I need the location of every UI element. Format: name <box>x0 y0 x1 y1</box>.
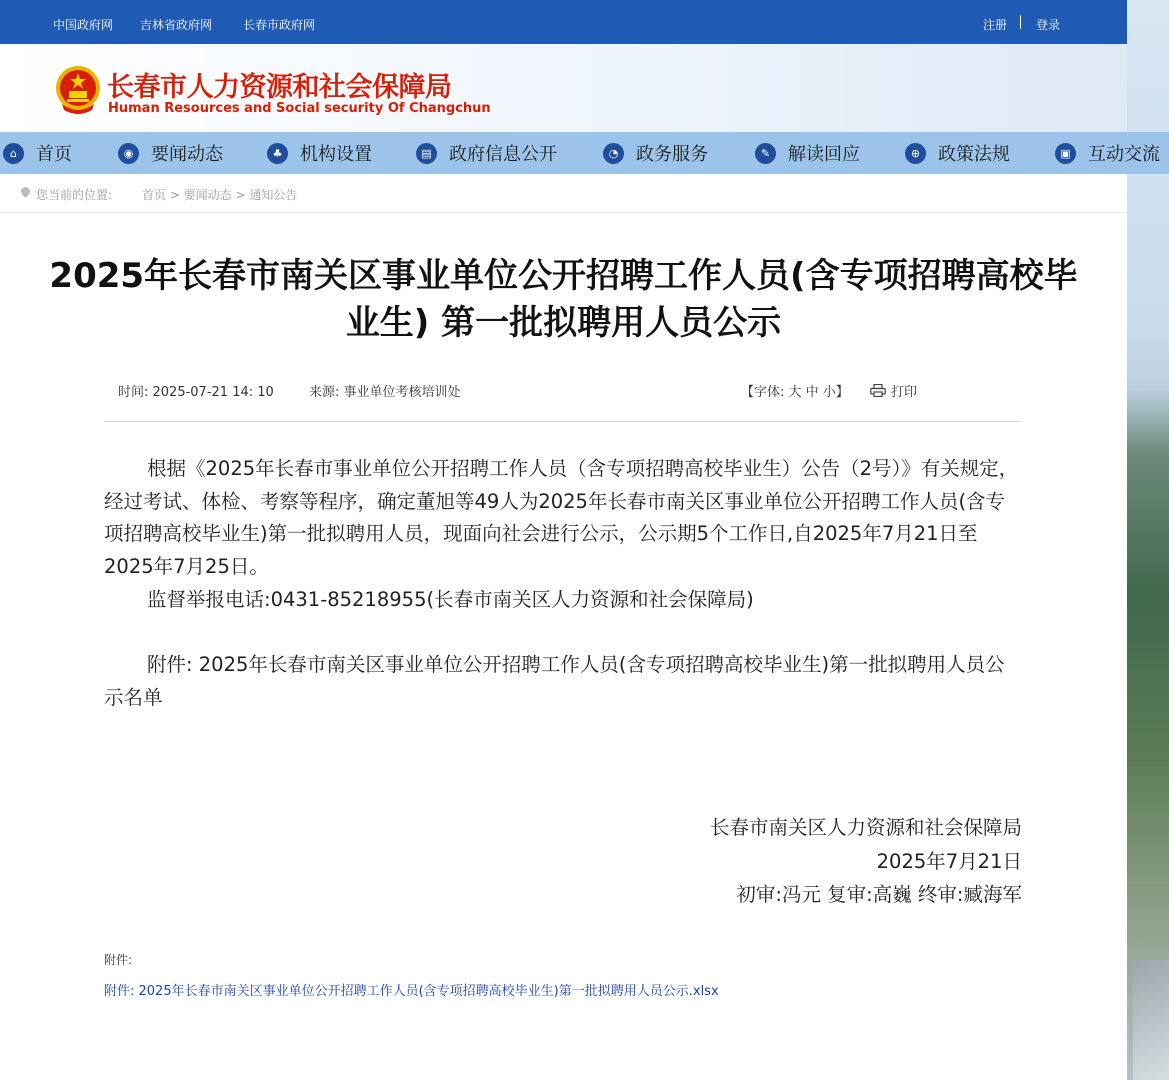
nav-item-interpretation[interactable] <box>755 132 860 174</box>
article-paragraph-3: 附件: 2025年长春市南关区事业单位公开招聘工作人员(含专项招聘高校毕业生)第一批拟聘用人员公示名单 <box>104 653 1005 709</box>
organization-icon: ♣ <box>267 143 288 164</box>
print-button[interactable]: 打印 <box>891 385 918 400</box>
interpretation-icon: ✎ <box>755 143 776 164</box>
home-icon: ⌂ <box>3 143 24 164</box>
service-icon: ◔ <box>603 143 624 164</box>
nav-item-service[interactable] <box>603 132 708 174</box>
nav-item-gov-info[interactable] <box>416 132 557 174</box>
login-link[interactable]: 登录 <box>1036 18 1061 32</box>
site-banner <box>0 44 1127 132</box>
nav-item-news[interactable] <box>118 132 223 174</box>
nav-label: 首页 <box>36 144 72 165</box>
background-road <box>1133 960 1169 1080</box>
top-bar <box>0 0 1127 44</box>
policy-icon: ⊕ <box>905 143 926 164</box>
national-emblem-icon <box>54 64 102 114</box>
nav-label: 要闻动态 <box>151 144 223 165</box>
nav-label: 解读回应 <box>788 144 860 165</box>
nav-item-policy[interactable] <box>905 132 1010 174</box>
document-icon: ▤ <box>416 143 437 164</box>
article-title-line1: 2025年长春市南关区事业单位公开招聘工作人员(含专项招聘高校毕 <box>49 256 1078 296</box>
publish-time: 时间: 2025-07-21 14: 10 <box>118 385 274 400</box>
font-size-selector[interactable]: 【字体: 大 中 小】 <box>741 385 849 400</box>
article-paragraph-2: 监督举报电话:0431-85218955(长春市南关区人力资源和社会保障局) <box>147 588 754 611</box>
article-source: 来源: 事业单位考核培训处 <box>309 385 461 400</box>
link-china-gov[interactable]: 中国政府网 <box>53 18 114 32</box>
article-title <box>0 253 1127 347</box>
printer-icon[interactable] <box>870 384 886 397</box>
nav-label: 政策法规 <box>938 144 1010 165</box>
nav-label: 机构设置 <box>300 144 372 165</box>
breadcrumb-path[interactable]: 首页 > 要闻动态 > 通知公告 <box>142 188 298 202</box>
nav-label: 政府信息公开 <box>449 144 557 165</box>
attachment-download-link[interactable]: 附件: 2025年长春市南关区事业单位公开招聘工作人员(含专项招聘高校毕业生)第一批拟聘用人员公示.xlsx <box>104 984 719 999</box>
nav-label: 政务服务 <box>636 144 708 165</box>
news-icon: ◉ <box>118 143 139 164</box>
interaction-icon: ▣ <box>1055 143 1076 164</box>
attachment-label: 附件: <box>104 953 133 967</box>
nav-label: 互动交流 <box>1088 144 1160 165</box>
site-title[interactable]: 长春市人力资源和社会保障局 <box>107 72 452 103</box>
breadcrumb-label: 您当前的位置: <box>36 188 113 202</box>
register-link[interactable]: 注册 <box>983 18 1008 32</box>
link-jilin-gov[interactable]: 吉林省政府网 <box>140 18 213 32</box>
nav-item-organization[interactable] <box>267 132 372 174</box>
breadcrumb <box>0 174 1127 213</box>
article-paragraph-1: 根据《2025年长春市事业单位公开招聘工作人员（含专项招聘高校毕业生）公告（2号）》有关规定，经过考试、体检、考察等程序，确定董旭等49人为2025年长春市南关区事业单位公开招聘工作人员(含专项招聘高校毕业生)第一批拟聘用人员，现面向社会进行公示，公示期5个工作日,自2025年7月21日至2025年7月25日。 <box>104 457 1019 578</box>
meta-divider <box>104 421 1022 422</box>
signature-date: 2025年7月21日 <box>876 850 1022 873</box>
main-nav <box>0 132 1169 174</box>
signature-organization: 长春市南关区人力资源和社会保障局 <box>709 816 1022 839</box>
reviewers: 初审:冯元 复审:高巍 终审:臧海军 <box>736 883 1022 906</box>
top-separator <box>1020 15 1021 29</box>
location-pin-icon <box>19 185 32 198</box>
article-title-line2: 业生) 第一批拟聘用人员公示 <box>345 303 782 343</box>
site-subtitle: Human Resources and Social security Of Changchun <box>108 101 491 116</box>
nav-item-home[interactable] <box>3 132 72 174</box>
nav-item-interaction[interactable] <box>1055 132 1160 174</box>
link-changchun-gov[interactable]: 长春市政府网 <box>243 18 316 32</box>
